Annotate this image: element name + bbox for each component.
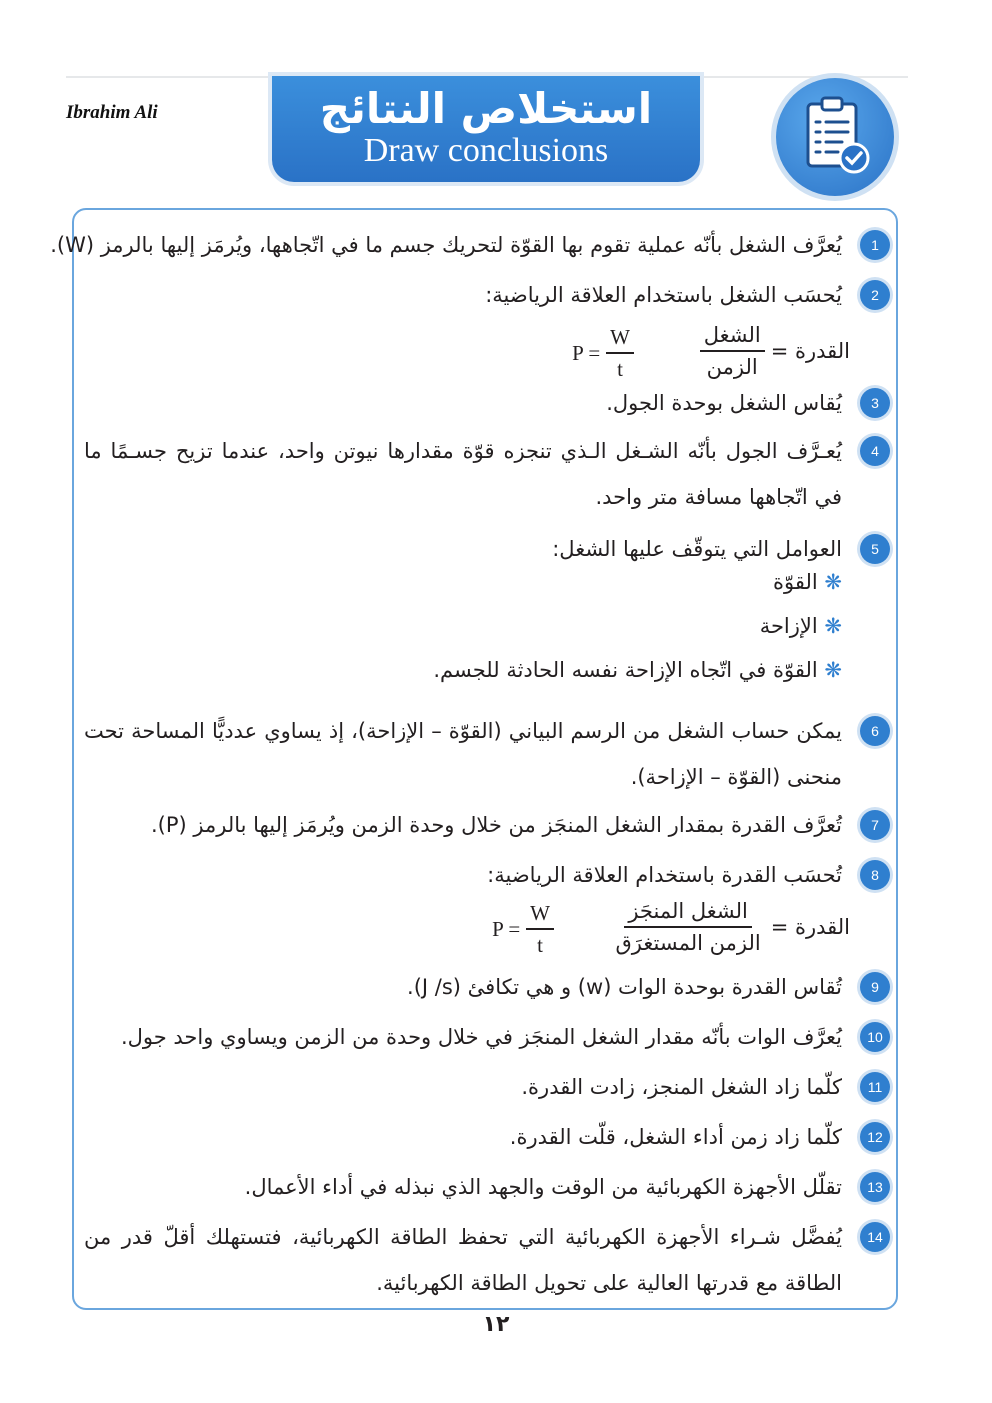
item-number: 14 <box>860 1222 890 1252</box>
clipboard-check-icon <box>776 78 894 196</box>
item-text: تُحسَب القدرة باستخدام العلاقة الرياضية: <box>487 863 842 887</box>
work-power-formula-ar <box>694 320 850 382</box>
item-number: 11 <box>860 1072 890 1102</box>
item-text: يُحسَب الشغل باستخدام العلاقة الرياضية: <box>485 283 842 307</box>
fraction-denominator: الزمن المستغرَق <box>615 931 761 955</box>
formula-lhs: P = <box>492 916 521 941</box>
item-number: 1 <box>860 230 890 260</box>
item-text: يُعرَّف الشغل بأنّه عملية تقوم بها القوّة لتحريك جسم ما في اتّجاهها، ويُرمَز إليها بالرمز (W). <box>50 233 842 257</box>
item-number: 7 <box>860 810 890 840</box>
fraction-numerator: الشغل المنجَز <box>624 896 752 928</box>
item-number: 10 <box>860 1022 890 1052</box>
item-text: يُعـرَّف الجول بأنّه الشـغل الـذي تنجزه قوّة مقدارها نيوتن واحد، عندما تزيح جسـمًا ما في اتّجاهها مسافة متر واحد. <box>84 439 842 509</box>
item-number: 3 <box>860 388 890 418</box>
fraction-numerator: الشغل <box>700 320 765 352</box>
item-text: يُقاس الشغل بوحدة الجول. <box>606 391 842 415</box>
fraction-denominator: t <box>617 357 623 381</box>
title-english: Draw conclusions <box>363 132 609 169</box>
fraction <box>606 322 634 384</box>
item-text: كلّما زاد الشغل المنجز، زادت القدرة. <box>521 1075 842 1099</box>
item-text: العوامل التي يتوقّف عليها الشغل: <box>552 537 842 561</box>
bullet-item: ❋ القوّة في اتّجاه الإزاحة نفسه الحادثة للجسم. <box>433 658 842 682</box>
item-number: 8 <box>860 860 890 890</box>
snowflake-bullet-icon: ❋ <box>817 570 842 594</box>
power-formula-en <box>492 898 560 960</box>
fraction-denominator: الزمن <box>706 355 758 379</box>
item-text: يمكن حساب الشغل من الرسم البياني (القوّة – الإزاحة)، إذ يساوي عدديًّا المساحة تحت منحنى (القوّة – الإزاحة). <box>84 719 842 789</box>
title-banner <box>272 76 700 182</box>
formula-lhs: القدرة = <box>770 915 850 939</box>
item-text: يُفضَّل شـراء الأجهزة الكهربائية التي تحفظ الطاقة الكهربائية، فتستهلك أقلّ قدر من الطاقة مع قدرتها العالية على تحويل الطاقة الكهربائية. <box>84 1225 842 1295</box>
item-number: 6 <box>860 716 890 746</box>
fraction-denominator: t <box>537 933 543 957</box>
item-text: تُقاس القدرة بوحدة الوات (w) و هي تكافئ (J /s). <box>407 975 842 999</box>
item-number: 5 <box>860 534 890 564</box>
title-arabic: استخلاص النتائج <box>319 84 653 133</box>
item-text: تُعرَّف القدرة بمقدار الشغل المنجَز من خلال وحدة الزمن ويُرمَز إليها بالرمز (P). <box>151 813 842 837</box>
snowflake-bullet-icon: ❋ <box>817 658 842 682</box>
bullet-item: ❋ القوّة <box>773 570 842 594</box>
fraction <box>612 896 765 958</box>
author-name: Ibrahim Ali <box>66 102 158 123</box>
item-text: يُعرَّف الوات بأنّه مقدار الشغل المنجَز في خلال وحدة من الزمن ويساوي واحد جول. <box>120 1025 842 1049</box>
item-number: 9 <box>860 972 890 1002</box>
item-number: 12 <box>860 1122 890 1152</box>
fraction <box>700 320 765 382</box>
item-number: 2 <box>860 280 890 310</box>
formula-lhs: P = <box>572 340 601 365</box>
fraction-numerator: W <box>606 322 634 354</box>
item-number: 4 <box>860 436 890 466</box>
snowflake-bullet-icon: ❋ <box>817 614 842 638</box>
power-formula-ar <box>606 896 850 958</box>
item-text: كلّما زاد زمن أداء الشغل، قلّت القدرة. <box>509 1125 842 1149</box>
fraction <box>526 898 554 960</box>
bullet-item: ❋ الإزاحة <box>759 614 842 638</box>
item-number: 13 <box>860 1172 890 1202</box>
page-number: ١٢ <box>482 1312 510 1337</box>
fraction-numerator: W <box>526 898 554 930</box>
work-power-formula-en <box>572 322 640 384</box>
item-text: تقلّل الأجهزة الكهربائية من الوقت والجهد الذي نبذله في أداء الأعمال. <box>244 1175 842 1199</box>
formula-lhs: القدرة = <box>770 339 850 363</box>
